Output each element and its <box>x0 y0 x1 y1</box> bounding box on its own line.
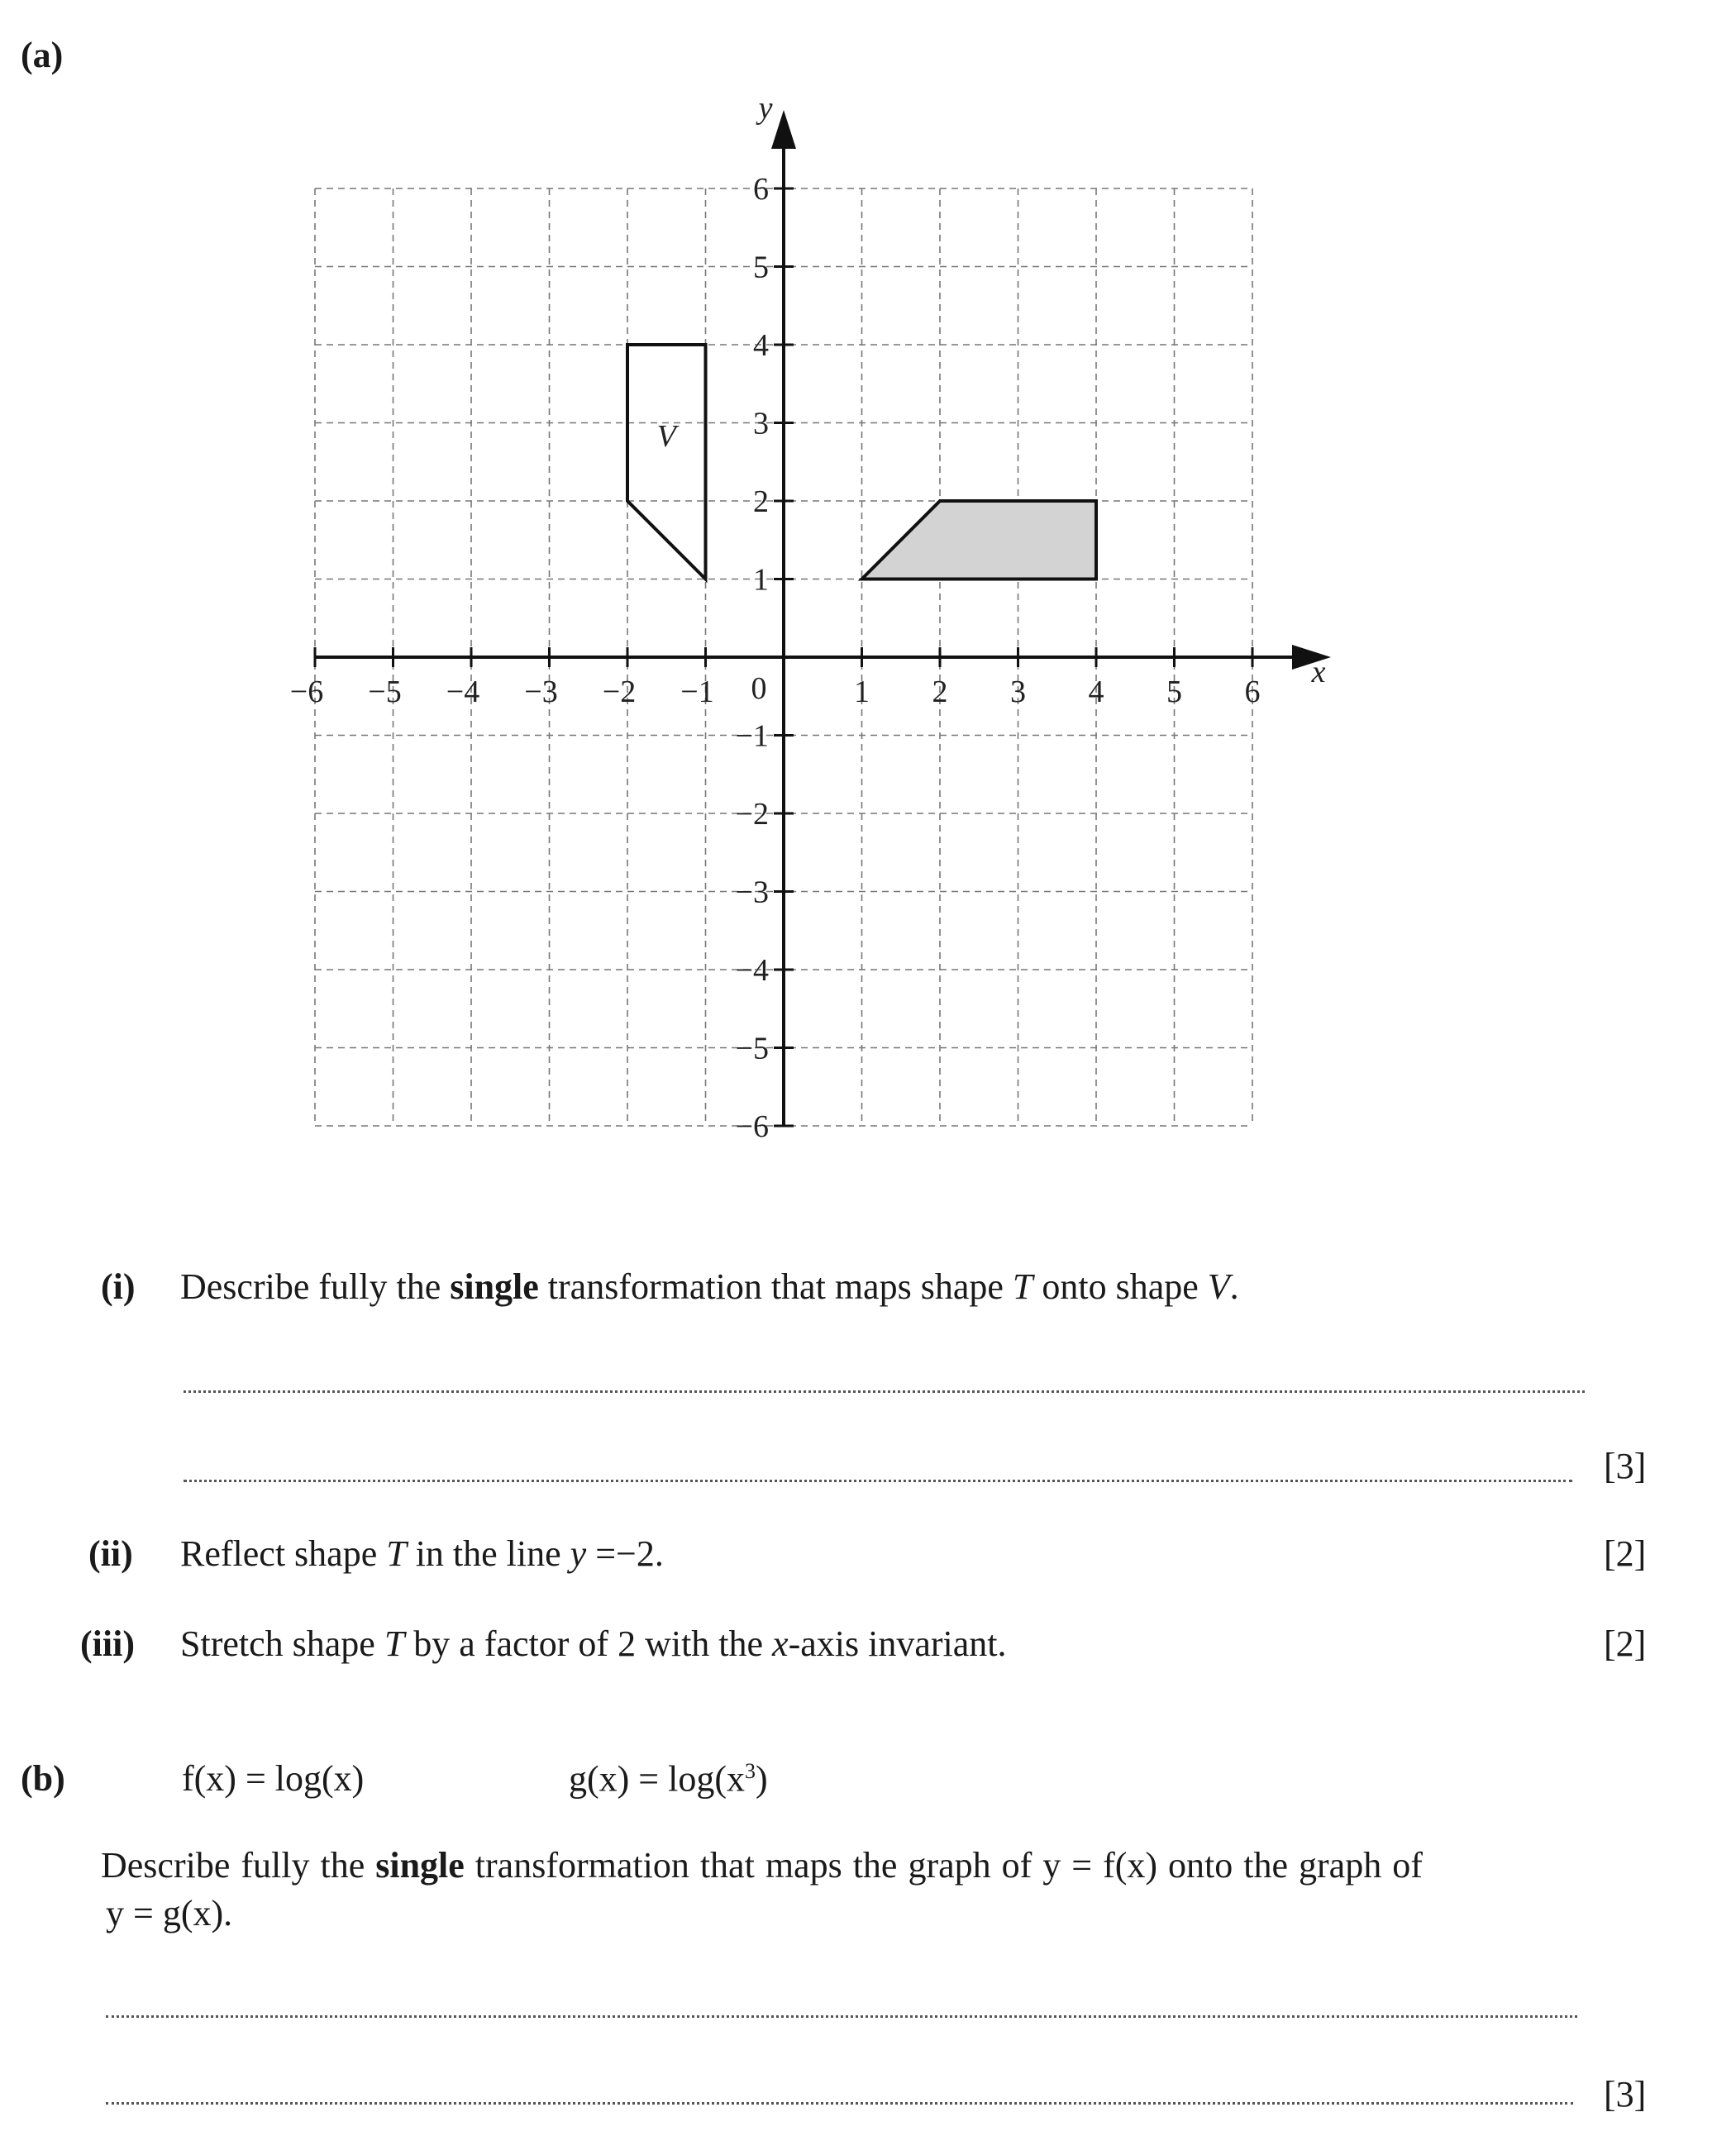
answer-line-b-2[interactable] <box>106 2102 1573 2105</box>
x-tick-label: 6 <box>1244 675 1261 709</box>
x-tick-label: 1 <box>854 675 870 709</box>
shape-v <box>627 345 706 579</box>
part-b-label: (b) <box>21 1758 65 1799</box>
y-axis-arrow <box>771 110 796 149</box>
shape-v-label: V <box>656 418 676 454</box>
question-ii-text: Reflect shape T in the line y =−2. <box>180 1533 664 1574</box>
y-tick-label: 1 <box>753 562 769 598</box>
question-i-label: (i) <box>101 1266 136 1307</box>
marks-iii: [2] <box>1604 1623 1647 1664</box>
tick-labels <box>290 91 1326 1144</box>
y-tick-label: 3 <box>753 406 769 441</box>
x-tick-label: −2 <box>602 675 637 709</box>
axes <box>315 110 1331 1126</box>
y-tick-label: −6 <box>735 1109 769 1144</box>
answer-line-b-1[interactable] <box>106 2015 1577 2018</box>
x-tick-label: −1 <box>680 675 714 709</box>
question-b-line1: Describe fully the single transformation that maps the graph of y = f(x) onto the graph of <box>101 1845 1423 1886</box>
x-tick-label: 5 <box>1166 675 1182 709</box>
y-tick-label: −4 <box>735 953 769 988</box>
x-axis-label: x <box>1311 655 1326 689</box>
x-tick-label: 2 <box>932 675 948 709</box>
question-ii-label: (ii) <box>88 1533 133 1574</box>
x-tick-label: −5 <box>368 675 402 709</box>
question-iii-label: (iii) <box>80 1623 135 1664</box>
question-i-text: Describe fully the single transformation that maps shape T onto shape V. <box>180 1266 1239 1307</box>
y-tick-label: −5 <box>735 1031 769 1066</box>
shape-t <box>862 501 1097 579</box>
y-tick-label: 6 <box>753 172 769 207</box>
y-tick-label: 2 <box>753 484 769 519</box>
g-definition: $g(x) = \log(x^3)$ <box>569 1758 768 1800</box>
x-tick-label: 3 <box>1010 675 1026 709</box>
x-tick-label: −6 <box>289 675 324 709</box>
question-iii-text: Stretch shape T by a factor of 2 with the x-axis invariant. <box>180 1623 1007 1664</box>
marks-b: [3] <box>1604 2074 1647 2115</box>
marks-ii: [2] <box>1604 1533 1647 1574</box>
marks-i: [3] <box>1604 1446 1647 1486</box>
x-tick-label: 4 <box>1088 675 1104 709</box>
y-tick-label: −1 <box>735 718 769 754</box>
y-tick-label: −2 <box>735 797 769 832</box>
answer-line-i-1[interactable] <box>184 1390 1585 1393</box>
answer-line-i-2[interactable] <box>184 1480 1572 1482</box>
y-tick-label: −3 <box>735 875 769 910</box>
y-tick-label: 4 <box>753 328 769 363</box>
x-tick-label: −3 <box>524 675 558 709</box>
origin-label: 0 <box>751 671 767 706</box>
f-definition: f(x) = log(x) <box>182 1758 365 1799</box>
x-tick-label: −4 <box>446 675 480 709</box>
question-b-line2: y = g(x). <box>106 1893 233 1933</box>
part-a-label: (a) <box>21 35 64 75</box>
y-tick-label: 5 <box>753 250 769 285</box>
y-axis-label: y <box>758 91 773 126</box>
